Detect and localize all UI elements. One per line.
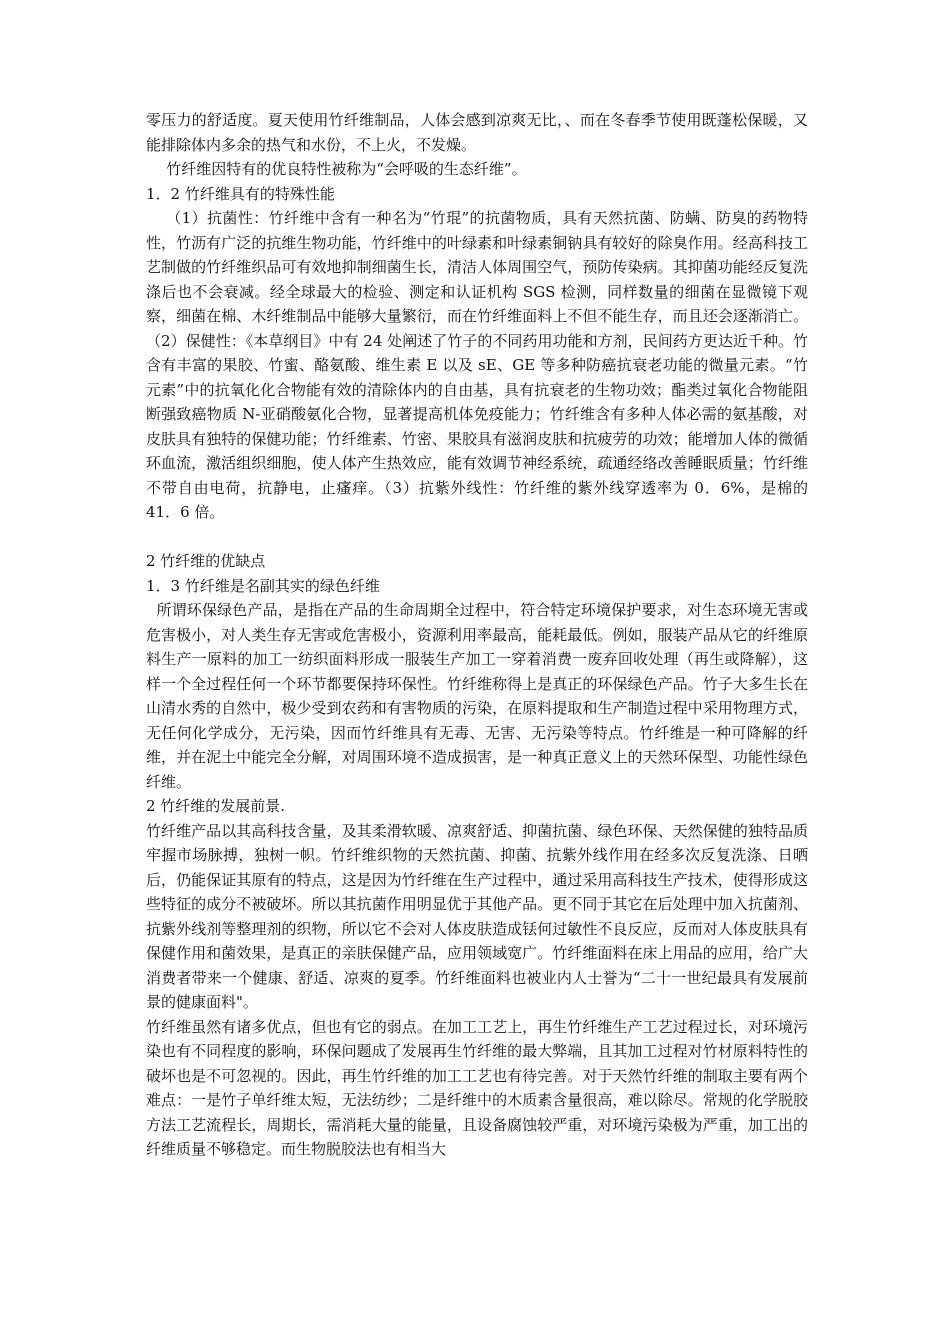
paragraph-breathing-fiber: 竹纤维因特有的优良特性被称为“会呼吸的生态纤维”。 xyxy=(166,160,527,178)
document-page xyxy=(146,108,808,1162)
blank-line xyxy=(146,525,808,550)
section-heading-special-properties: 1．2 竹纤维具有的特殊性能 xyxy=(146,184,335,203)
section-heading-green-fiber: 1．3 竹纤维是名副其实的绿色纤维 xyxy=(146,576,380,595)
section-heading-prospects: 2 竹纤维的发展前景. xyxy=(146,797,286,815)
section-heading-pros-cons: 2 竹纤维的优缺点 xyxy=(146,552,266,570)
paragraph-comfort: 零压力的舒适度。夏天使用竹纤维制品，人体会感到凉爽无比，、而在冬春季节使用既蓬松保暖，又能排除体内多余的热气和水份，不上火，不发燥。 xyxy=(146,111,808,154)
paragraph-antibacterial: （1）抗菌性：竹纤维中含有一种名为“竹琨”的抗菌物质，具有天然抗菌、防螨、防臭的药物特性，竹沥有广泛的抗维生物功能，竹纤维中的叶绿素和叶绿素铜钠具有较好的除臭作用。经高科技工艺制做的竹纤维织品可有效地抑制细菌生长，清洁人体周围空气，预防传染病。其抑菌功能经反复洗涤后也不会衰减。经全球最大的检验、测定和认证机构 SGS 检测，同样数量的细菌在显微镜下观察，细菌在棉、木纤维制品中能够大量繁衍，而在竹纤维面料上不但不能生存，而且还会逐渐消亡。（2）保健性：《本草纲目》中有 24 处阐述了竹子的不同药用功能和方剂，民间药方更达近千种。竹含有丰富的果胶、竹蜜、酪氨酸、维生素 E 以及 sE、GE 等多种防癌抗衰老功能的微量元素。“竹元素”中的抗氧化化合物能有效的清除体内的自由基，具有抗衰老的生物功效；酯类过氧化合物能阻断强致癌物质 N-亚硝酸氨化合物，显著提高机体免疫能力；竹纤维含有多种人体必需的氨基酸，对皮肤具有独特的保健功能；竹纤维素、竹密、果胶具有滋润皮肤和抗疲劳的功效；能增加人体的微循环血流，激活组织细胞，使人体产生热效应，能有效调节神经系统，疏通经络改善睡眠质量；竹纤维不带自由电荷，抗静电，止瘙痒。（3）抗紫外线性：竹纤维的紫外线穿透率为 0．6%，是棉的 41．6 倍。 xyxy=(146,209,808,521)
paragraph-green-product: 所谓环保绿色产品，是指在产品的生命周期全过程中，符合特定环境保护要求，对生态环境无害或危害极小，对人类生存无害或危害极小，资源利用率最高，能耗最低。例如，服装产品从它的纤维原料生产一原料的加工一纺织面料形成一服装生产加工一穿着消费一废弃回收处理（再生或降解），这样一个全过程任何一个环节都要保持环保性。竹纤维称得上是真正的环保绿色产品。竹子大多生长在山清水秀的自然中，极少受到农药和有害物质的污染，在原料提取和生产制造过程中采用物理方式，无任何化学成分，无污染，因而竹纤维具有无毒、无害、无污染等特点。竹纤维是一种可降解的纤维，并在泥土中能完全分解，对周围环境不造成损害，是一种真正意义上的天然环保型、功能性绿色纤维。 xyxy=(146,601,808,791)
paragraph-prospects: 竹纤维产品以其高科技含量，及其柔滑软暖、凉爽舒适、抑菌抗菌、绿色环保、天然保健的独特品质牢握市场脉搏，独树一帜。竹纤维织物的天然抗菌、抑菌、抗紫外线作用在经多次反复洗涤、日晒后，仍能保证其原有的特点，这是因为竹纤维在生产过程中，通过采用高科技生产技术，使得形成这些特征的成分不被破坏。所以其抗菌作用明显优于其他产品。更不同于其它在后处理中加入抗菌剂、抗紫外线剂等整理剂的织物，所以它不会对人体皮肤造成铥何过敏性不良反应，反而对人体皮肤具有保健作用和菌效果，是真正的亲肤保健产品，应用领域宽广。竹纤维面料在床上用品的应用，给广大消费者带来一个健康、舒适、凉爽的夏季。竹纤维面料也被业内人士誉为“二十一世纪最具有发展前景的健康面料"。 xyxy=(146,821,808,1011)
paragraph-weaknesses: 竹纤维虽然有诸多优点，但也有它的弱点。在加工工艺上，再生竹纤维生产工艺过程过长，对环境污染也有不同程度的影响，环保问题成了发展再生竹纤维的最大弊端，且其加工过程对竹材原料特性的破坏也是不可忽视的。因此，再生竹纤维的加工工艺也有待完善。对于天然竹纤维的制取主要有两个难点：一是竹子单纤维太短，无法纺纱；二是纤维中的木质素含量很高，难以除尽。常规的化学脱胶方法工艺流程长，周期长，需消耗大量的能量，且设备腐蚀较严重，对环境污染极为严重，加工出的纤维质量不够稳定。而生物脱胶法也有相当大 xyxy=(146,1017,808,1158)
